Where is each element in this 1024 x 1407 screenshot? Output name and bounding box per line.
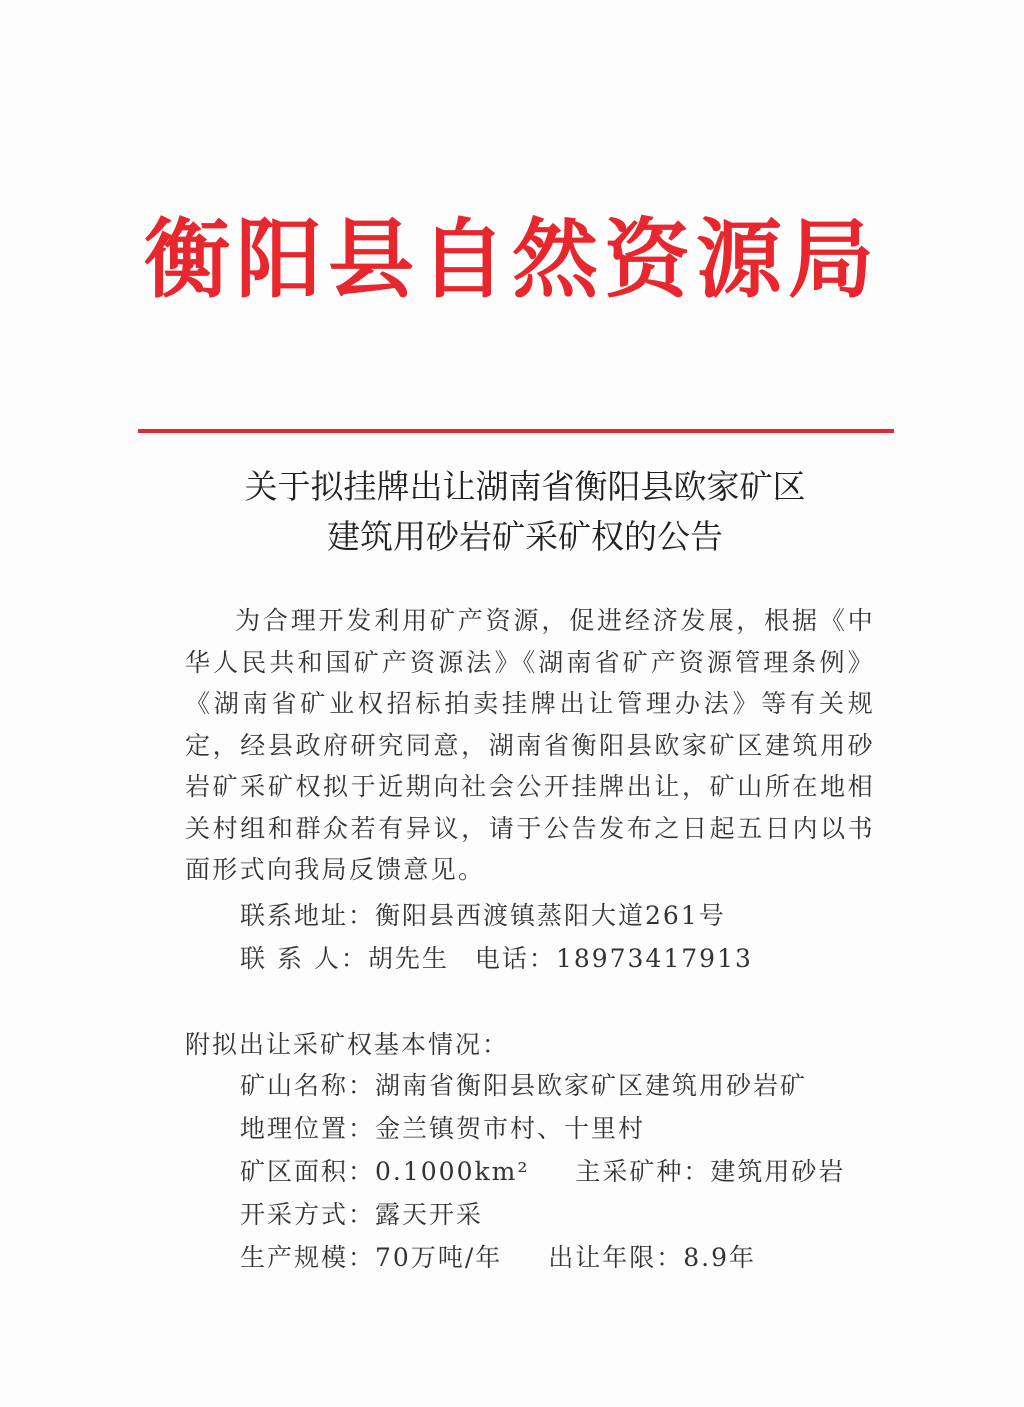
contact-phone-value: 18973417913 (555, 944, 753, 973)
area-label: 矿区面积： (240, 1157, 376, 1186)
term-label: 出让年限： (548, 1243, 684, 1272)
mineral-value: 建筑用砂岩 (710, 1157, 846, 1186)
method-value: 露天开采 (375, 1200, 484, 1229)
location-line (240, 1108, 645, 1149)
scale-term-line (240, 1237, 756, 1278)
notice-title-line-1: 关于拟挂牌出让湖南省衡阳县欧家矿区 (244, 467, 806, 506)
notice-title-line-2: 建筑用砂岩矿采矿权的公告 (327, 517, 723, 556)
mine-name-line (240, 1065, 807, 1106)
red-divider-line (138, 429, 894, 433)
area-value: 0.1000km² (375, 1157, 530, 1186)
term-value: 8.9年 (683, 1243, 757, 1272)
scale-label: 生产规模： (240, 1243, 376, 1272)
scale-value: 70万吨/年 (375, 1243, 503, 1272)
contact-person-line (240, 938, 880, 979)
contact-address-line (240, 895, 880, 936)
notice-body (185, 600, 875, 891)
contact-person-label: 联 系 人： (240, 944, 368, 973)
contact-phone-label: 电话： (474, 944, 556, 973)
notice-body-paragraph: 为合理开发利用矿产资源，促进经济发展，根据《中华人民共和国矿产资源法》《湖南省矿产资源管理条例》《湖南省矿业权招标拍卖挂牌出让管理办法》等有关规定，经县政府研究同意，湖南省衡阳县欧家矿区建筑用砂岩矿采矿权拟于近期向社会公开挂牌出让，矿山所在地相关村组和群众若有异议，请于公告发布之日起五日内以书面形式向我局反馈意见。 (185, 606, 875, 884)
appendix-title: 附拟出让采矿权基本情况： (185, 1030, 510, 1059)
mineral-label: 主采矿种： (575, 1157, 711, 1186)
location-value: 金兰镇贺市村、十里村 (375, 1114, 646, 1143)
method-line (240, 1194, 483, 1235)
contact-address-label: 联系地址： (240, 901, 376, 930)
location-label: 地理位置： (240, 1114, 376, 1143)
area-mineral-line (240, 1151, 845, 1192)
method-label: 开采方式： (240, 1200, 376, 1229)
mine-name-value: 湖南省衡阳县欧家矿区建筑用砂岩矿 (375, 1071, 808, 1100)
notice-title (0, 462, 1024, 562)
mine-name-label: 矿山名称： (240, 1071, 376, 1100)
contact-address-value: 衡阳县西渡镇蒸阳大道261号 (375, 901, 726, 930)
contact-person-value: 胡先生 (367, 944, 449, 973)
organization-header: 衡阳县自然资源局 (144, 209, 880, 310)
